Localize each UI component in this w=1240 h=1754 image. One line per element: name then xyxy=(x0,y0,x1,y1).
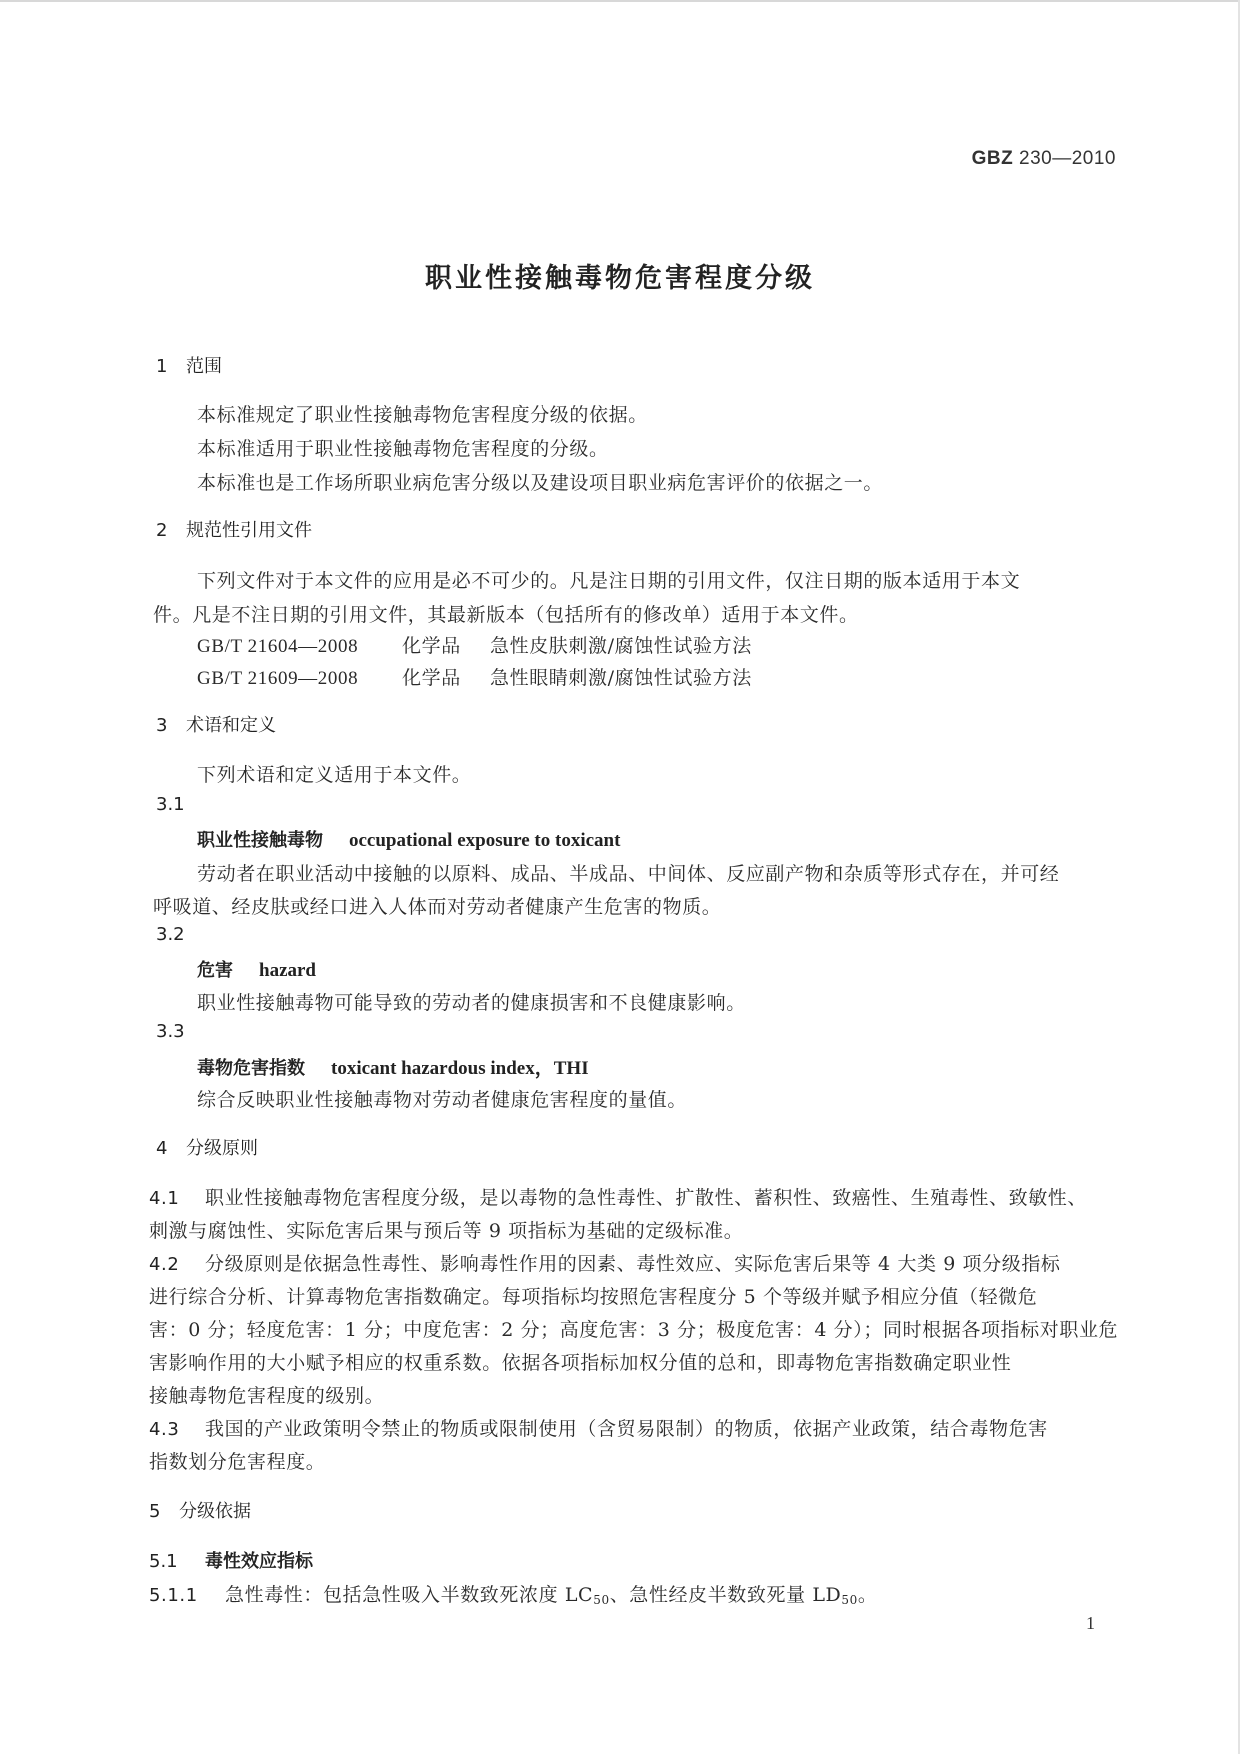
term-3-1-def-line-1: 劳动者在职业活动中接触的以原料、成品、半成品、中间体、反应副产物和杂质等形式存在，并可经 xyxy=(197,863,1060,885)
clause-3-2-number: 3.2 xyxy=(156,924,185,945)
page-number: 1 xyxy=(1086,1613,1095,1633)
s1-para-3: 本标准也是工作场所职业病危害分级以及建设项目职业病危害评价的依据之一。 xyxy=(197,472,884,494)
section-5-heading: 5 分级依据 xyxy=(149,1501,251,1522)
standard-number: GBZ 230—2010 xyxy=(971,148,1116,169)
clause-3-3-number: 3.3 xyxy=(156,1021,185,1042)
term-3-1-def-line-2: 呼吸道、经皮肤或经口进入人体而对劳动者健康产生危害的物质。 xyxy=(153,896,722,918)
term-3-3-def: 综合反映职业性接触毒物对劳动者健康危害程度的量值。 xyxy=(197,1089,688,1111)
term-3-2-def: 职业性接触毒物可能导致的劳动者的健康损害和不良健康影响。 xyxy=(197,992,746,1014)
term-3-2: 危害 hazard xyxy=(197,960,316,981)
term-3-1: 职业性接触毒物 occupational exposure to toxicant xyxy=(197,830,621,851)
clause-4-2-line-4: 害影响作用的大小赋予相应的权重系数。依据各项指标加权分值的总和，即毒物危害指数确定职业性 xyxy=(149,1352,1012,1374)
section-1-heading: 1 范围 xyxy=(156,356,222,377)
s2-intro-line-1: 下列文件对于本文件的应用是必不可少的。凡是注日期的引用文件，仅注日期的版本适用于本文 xyxy=(197,570,1021,592)
s2-intro-line-2: 件。凡是不注日期的引用文件，其最新版本（包括所有的修改单）适用于本文件。 xyxy=(153,604,859,626)
clause-4-3-line-1: 4.3 我国的产业政策明令禁止的物质或限制使用（含贸易限制）的物质，依据产业政策，结合毒物危害 xyxy=(149,1418,1048,1440)
clause-4-2-line-5: 接触毒物危害程度的级别。 xyxy=(149,1385,385,1407)
clause-4-1-line-2: 刺激与腐蚀性、实际危害后果与预后等 9 项指标为基础的定级标准。 xyxy=(149,1220,744,1242)
clause-4-1-line-1: 4.1 职业性接触毒物危害程度分级，是以毒物的急性毒性、扩散性、蓄积性、致癌性、生殖毒性、致敏性、 xyxy=(149,1187,1088,1209)
clause-5-1-1: 5.1.1 急性毒性：包括急性吸入半数致死浓度 $LC_{50}$、急性经皮半数致死量 $LD_{50}$。 xyxy=(149,1584,878,1607)
s1-para-2: 本标准适用于职业性接触毒物危害程度的分级。 xyxy=(197,438,609,460)
clause-4-3-line-2: 指数划分危害程度。 xyxy=(149,1451,326,1473)
document-title: 职业性接触毒物危害程度分级 xyxy=(425,263,815,294)
section-3-heading: 3 术语和定义 xyxy=(156,715,276,736)
reference-2: GB/T 21609—2008 化学品 急性眼睛刺激/腐蚀性试验方法 xyxy=(197,667,752,689)
s1-para-1: 本标准规定了职业性接触毒物危害程度分级的依据。 xyxy=(197,404,648,426)
s3-intro: 下列术语和定义适用于本文件。 xyxy=(197,764,472,786)
reference-1: GB/T 21604—2008 化学品 急性皮肤刺激/腐蚀性试验方法 xyxy=(197,635,752,657)
clause-4-2-line-2: 进行综合分析、计算毒物危害指数确定。每项指标均按照危害程度分 5 个等级并赋予相应分值（轻微危 xyxy=(149,1286,1038,1308)
term-3-3: 毒物危害指数 toxicant hazardous index，THI xyxy=(197,1058,589,1079)
clause-3-1-number: 3.1 xyxy=(156,794,185,815)
scan-top-edge xyxy=(0,0,1240,2)
clause-4-2-line-3: 害：0 分；轻度危害：1 分；中度危害：2 分；高度危害：3 分；极度危害：4 分）；同时根据各项指标对职业危 xyxy=(149,1319,1119,1341)
clause-4-2-line-1: 4.2 分级原则是依据急性毒性、影响毒性作用的因素、毒性效应、实际危害后果等 4 大类 9 项分级指标 xyxy=(149,1253,1061,1275)
section-2-heading: 2 规范性引用文件 xyxy=(156,520,312,541)
section-4-heading: 4 分级原则 xyxy=(156,1138,258,1159)
clause-5-1-heading: 5.1 毒性效应指标 xyxy=(149,1551,313,1572)
